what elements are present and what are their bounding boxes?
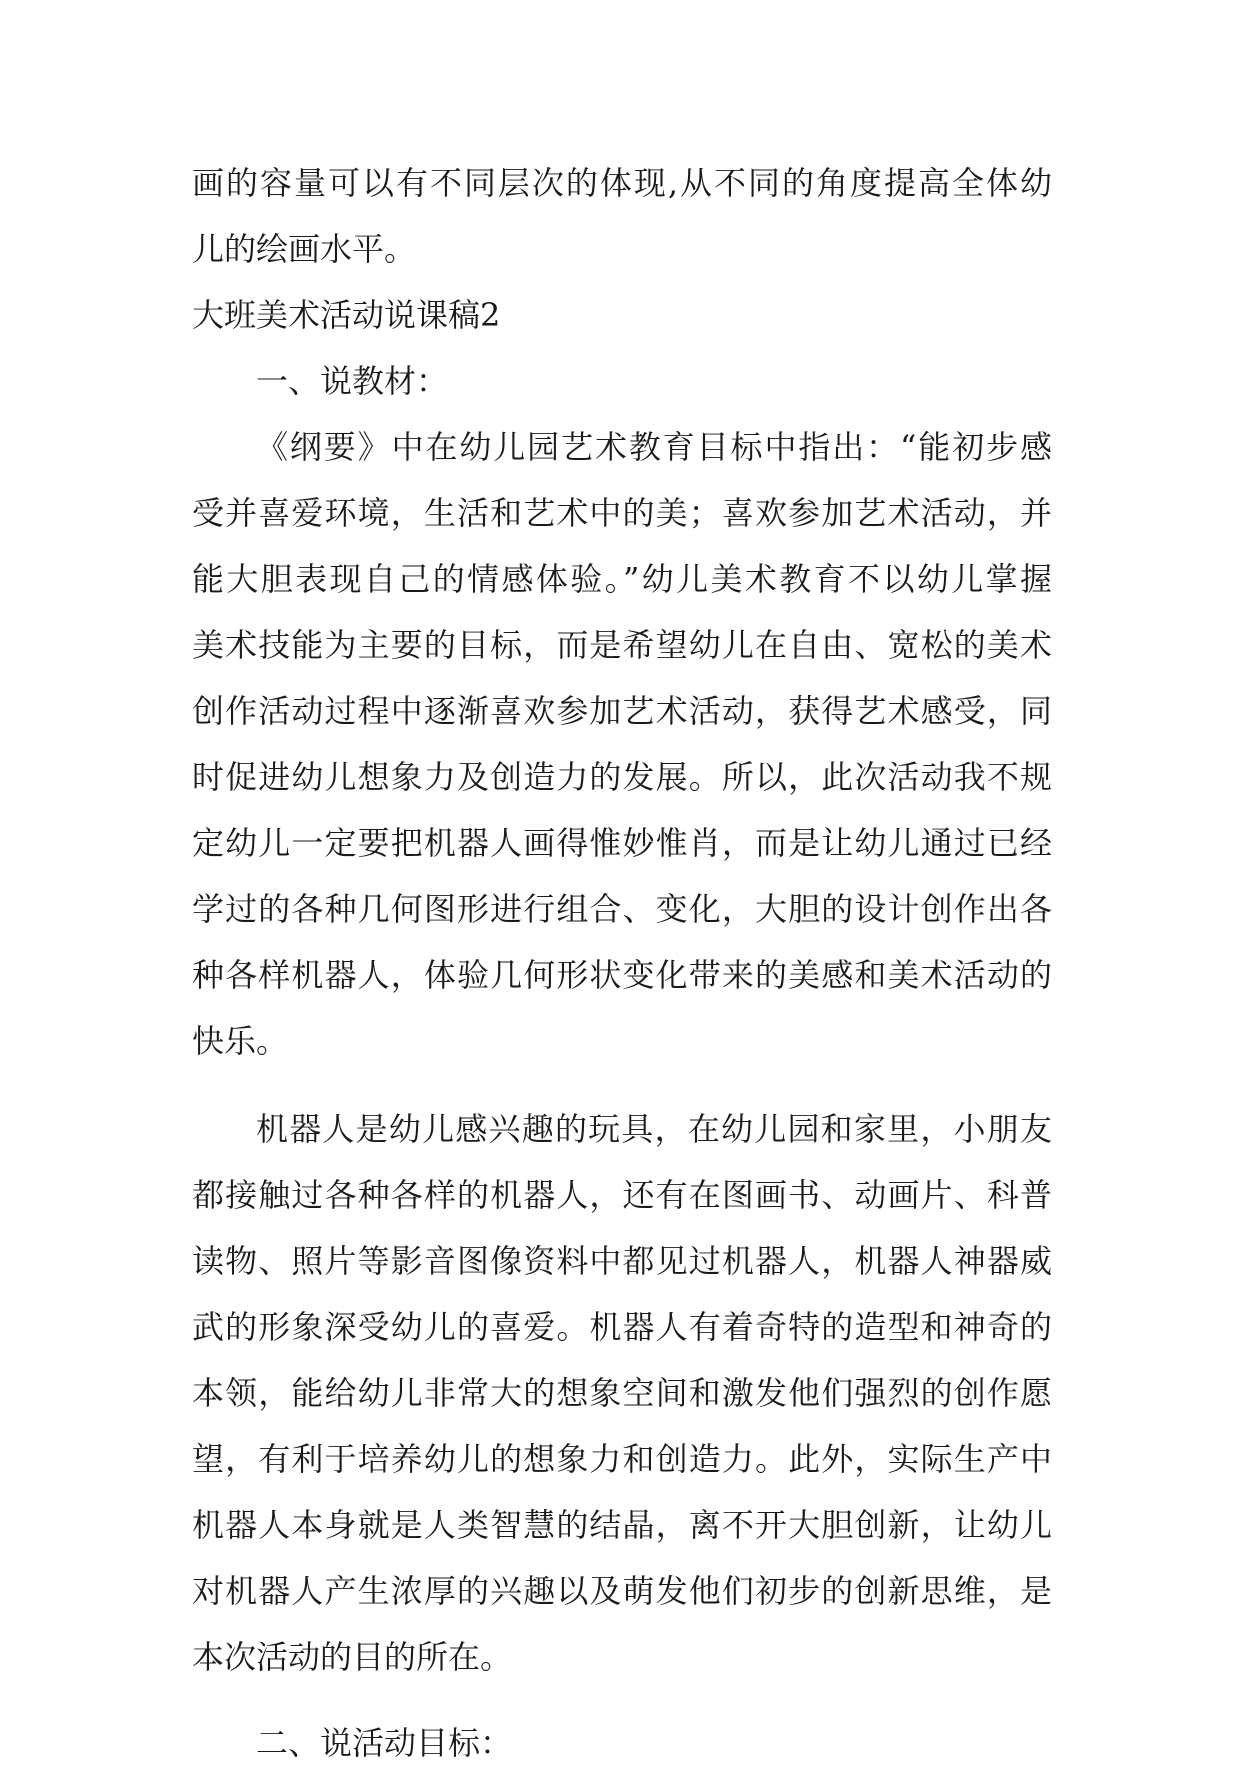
heading-text: 一、说教材： bbox=[256, 362, 449, 400]
continued-paragraph bbox=[192, 150, 1052, 282]
text-line: 对机器人产生浓厚的兴趣以及萌发他们初步的创新思维，是 bbox=[192, 1572, 1052, 1610]
heading-text: 二、说活动目标： bbox=[256, 1724, 513, 1762]
text-line: 种各样机器人，体验几何形状变化带来的美感和美术活动的 bbox=[192, 956, 1052, 994]
text-line: 能大胆表现自己的情感体验。”幼儿美术教育不以幼儿掌握 bbox=[192, 560, 1052, 598]
text-line: 本领，能给幼儿非常大的想象空间和激发他们强烈的创作愿 bbox=[192, 1374, 1052, 1412]
section-title bbox=[192, 282, 1052, 348]
paragraph-robot bbox=[192, 1096, 1052, 1690]
text-line: 儿的绘画水平。 bbox=[192, 230, 417, 268]
text-line: 武的形象深受幼儿的喜爱。机器人有着奇特的造型和神奇的 bbox=[192, 1308, 1052, 1346]
text-line: 学过的各种几何图形进行组合、变化，大胆的设计创作出各 bbox=[192, 890, 1052, 928]
text-line: 受并喜爱环境，生活和艺术中的美；喜欢参加艺术活动，并 bbox=[192, 494, 1052, 532]
text-line: 《纲要》中在幼儿园艺术教育目标中指出：“能初步感 bbox=[256, 428, 1052, 466]
heading-teaching-material bbox=[192, 348, 1052, 414]
text-line: 美术技能为主要的目标，而是希望幼儿在自由、宽松的美术 bbox=[192, 626, 1052, 664]
text-line: 机器人本身就是人类智慧的结晶，离不开大胆创新，让幼儿 bbox=[192, 1506, 1052, 1544]
text-line: 机器人是幼儿感兴趣的玩具，在幼儿园和家里，小朋友 bbox=[256, 1110, 1052, 1148]
heading-activity-goals bbox=[192, 1710, 1052, 1776]
paragraph-teaching-material bbox=[192, 414, 1052, 1074]
text-line: 都接触过各种各样的机器人，还有在图画书、动画片、科普 bbox=[192, 1176, 1052, 1214]
text-line: 创作活动过程中逐渐喜欢参加艺术活动，获得艺术感受，同 bbox=[192, 692, 1052, 730]
text-line: 读物、照片等影音图像资料中都见过机器人，机器人神器威 bbox=[192, 1242, 1052, 1280]
text-line: 本次活动的目的所在。 bbox=[192, 1638, 513, 1676]
text-line: 时促进幼儿想象力及创造力的发展。所以，此次活动我不规 bbox=[192, 758, 1052, 796]
section-title-text: 大班美术活动说课稿2 bbox=[192, 296, 501, 334]
text-line: 定幼儿一定要把机器人画得惟妙惟肖，而是让幼儿通过已经 bbox=[192, 824, 1052, 862]
text-line: 画的容量可以有不同层次的体现,从不同的角度提高全体幼 bbox=[192, 164, 1052, 202]
text-line: 望，有利于培养幼儿的想象力和创造力。此外，实际生产中 bbox=[192, 1440, 1052, 1478]
text-line: 快乐。 bbox=[192, 1022, 289, 1060]
